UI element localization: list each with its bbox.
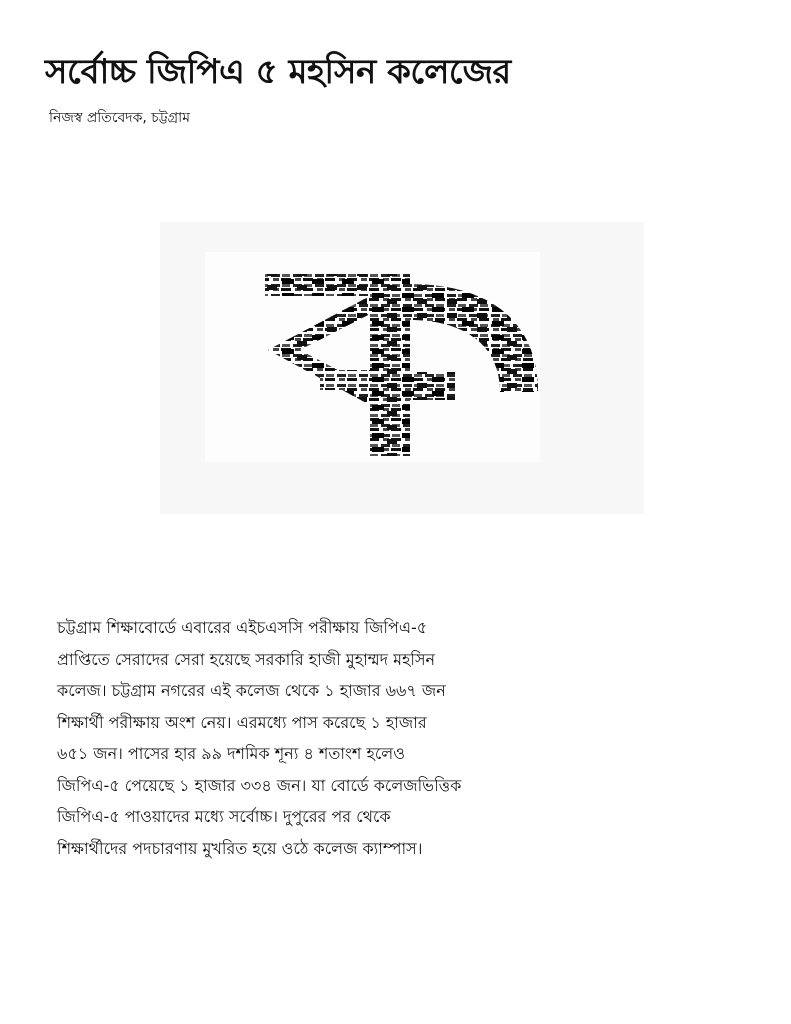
body-line: প্রাপ্তিতে সেরাদের সেরা হয়েছে সরকারি হাজী মুহাম্মদ মহসিন [57, 649, 436, 669]
word-cloud-logo-icon [160, 222, 644, 514]
logo-text: প্র [160, 222, 161, 223]
body-line: কলেজ। চট্টগ্রাম নগরের এই কলেজ থেকে ১ হাজার ৬৬৭ জন [57, 681, 446, 700]
body-line: ৬৫১ জন। পাসের হার ৯৯ দশমিক শূন্য ৪ শতাংশ হলেও [57, 744, 406, 763]
body-line: জিপিএ-৫ পাওয়াদের মধ্যে সর্বোচ্চ। দুপুরের পর থেকে [57, 807, 391, 826]
article-image [160, 222, 644, 514]
article-byline: নিজস্ব প্রতিবেদক, চট্টগ্রাম [49, 110, 190, 126]
body-line: চট্টগ্রাম শিক্ষাবোর্ডে এবারের এইচএসসি পরীক্ষায় জিপিএ-৫ [57, 618, 428, 637]
body-line: শিক্ষার্থী পরীক্ষায় অংশ নেয়। এরমধ্যে পাস করেছে ১ হাজার [57, 712, 427, 732]
body-line: শিক্ষার্থীদের পদচারণায় মুখরিত হয়ে ওঠে কলেজ ক্যাম্পাস। [57, 838, 423, 858]
article-headline: সর্বোচ্চ জিপিএ ৫ মহসিন কলেজের [45, 52, 511, 92]
body-line: জিপিএ-৫ পেয়েছে ১ হাজার ৩৩৪ জন। যা বোর্ডে কলেজভিত্তিক [57, 775, 462, 795]
article-body [57, 612, 557, 864]
